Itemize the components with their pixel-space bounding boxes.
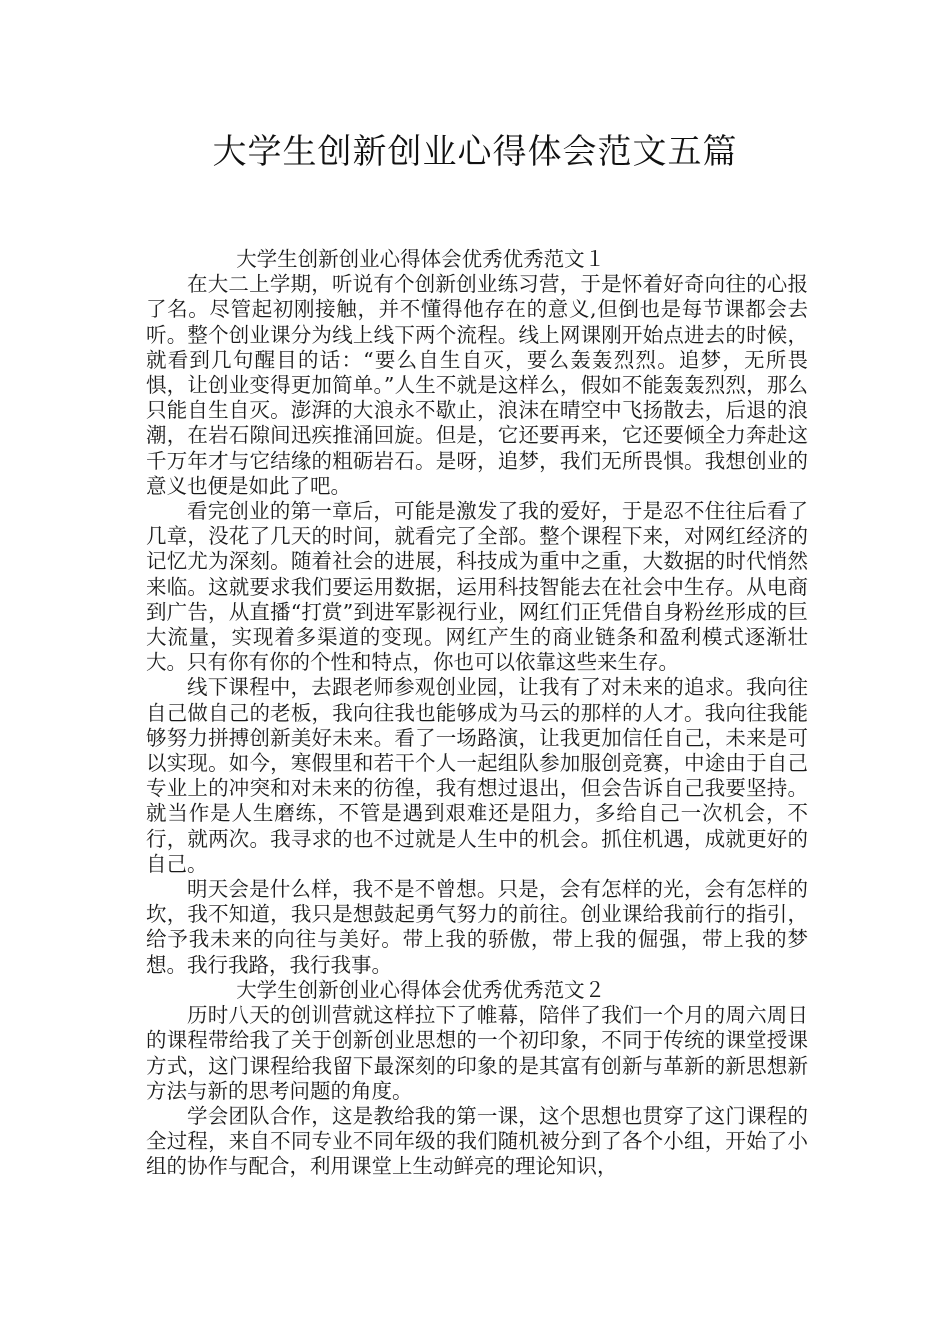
- body-paragraph: 线下课程中，去跟老师参观创业园，让我有了对未来的追求。我向往自己做自己的老板，我向往我也能够成为马云的那样的人才。我向往我能够努力拼搏创新美好未来。看了一场路演，让我更加信任自己，未来是可以实现。如今，寒假里和若干个人一起组队参加服创竞赛，中途由于自己专业上的冲突和对未来的彷徨，我有想过退出，但会告诉自己我要坚持。就当作是人生磨练，不管是遇到艰难还是阻力，多给自己一次机会，不行，就两次。我寻求的也不过就是人生中的机会。抓住机遇，成就更好的自己。: [146, 675, 808, 876]
- section-heading: 大学生创新创业心得体会优秀优秀范文１: [236, 247, 606, 271]
- document-title: 大学生创新创业心得体会范文五篇: [212, 132, 738, 172]
- body-paragraph: 学会团队合作，这是教给我的第一课，这个思想也贯穿了这门课程的全过程，来自不同专业不同年级的我们随机被分到了各个小组，开始了小组的协作与配合，利用课堂上生动鲜亮的理论知识，: [146, 1103, 808, 1179]
- body-paragraph: 历时八天的创训营就这样拉下了帷幕，陪伴了我们一个月的周六周日的课程带给我了关于创新创业思想的一个初印象，不同于传统的课堂授课方式，这门课程给我留下最深刻的印象的是其富有创新与革新的新思想新方法与新的思考问题的角度。: [146, 1003, 808, 1103]
- document-body: [146, 247, 808, 1180]
- body-paragraph: 在大二上学期，听说有个创新创业练习营，于是怀着好奇向往的心报了名。尽管起初刚接触，并不懂得他存在的意义,但倒也是每节课都会去听。整个创业课分为线上线下两个流程。线上网课刚开始点进去的时候，就看到几句醒目的话：“要么自生自灭，要么轰轰烈烈。追梦，无所畏惧，让创业变得更加简单。”人生不就是这样么，假如不能轰轰烈烈，那么只能自生自灭。澎湃的大浪永不歇止，浪沫在晴空中飞扬散去，后退的浪潮，在岩石隙间迅疾推涌回旋。但是，它还要再来，它还要倾全力奔赴这千万年才与它结缘的粗砺岩石。是呀，追梦，我们无所畏惧。我想创业的意义也便是如此了吧。: [146, 272, 808, 498]
- body-paragraph: 明天会是什么样，我不是不曾想。只是，会有怎样的光，会有怎样的坎，我不知道，我只是想鼓起勇气努力的前往。创业课给我前行的指引，给予我未来的向往与美好。带上我的骄傲，带上我的倔强，带上我的梦想。我行我路，我行我事。: [146, 877, 808, 977]
- section-heading: 大学生创新创业心得体会优秀优秀范文２: [236, 977, 606, 1002]
- body-paragraph: 看完创业的第一章后，可能是激发了我的爱好，于是忍不住往后看了几章，没花了几天的时间，就看完了全部。整个课程下来，对网红经济的记忆尤为深刻。随着社会的进展，科技成为重中之重，大数据的时代悄然来临。这就要求我们要运用数据，运用科技智能去在社会中生存。从电商到广告，从直播“打赏”到进军影视行业，网红们正凭借自身粉丝形成的巨大流量，实现着多渠道的变现。网红产生的商业链条和盈利模式逐渐壮大。只有你有你的个性和特点，你也可以依靠这些来生存。: [146, 499, 808, 675]
